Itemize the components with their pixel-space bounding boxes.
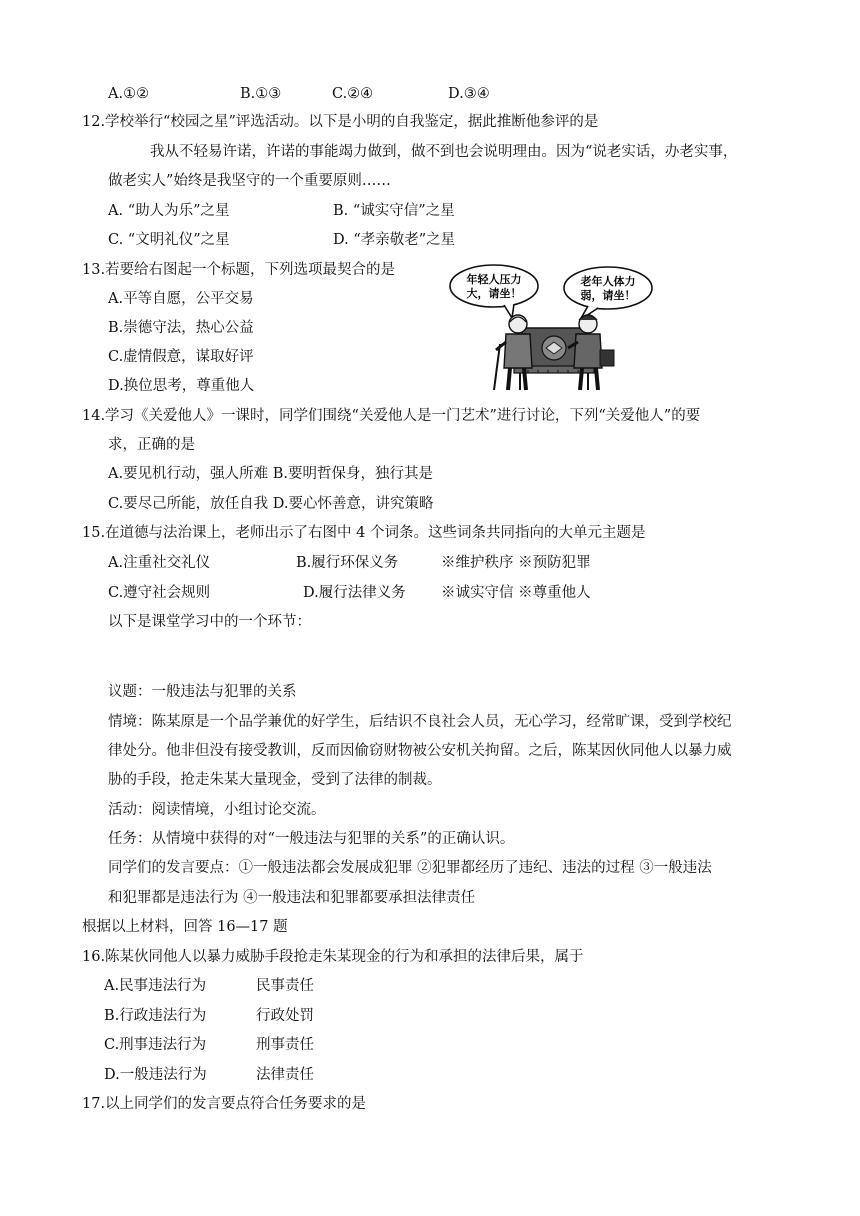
q12-option-c: C. “文明礼仪”之星 [108,232,230,248]
material-topic: 议题：一般违法与犯罪的关系 [108,684,297,700]
material-points-line1: 同学们的发言要点：①一般违法都会发展成犯罪 ②犯罪都经历了违纪、违法的过程 ③一般违法 [108,860,712,876]
q16-option-c-result: 刑事责任 [256,1037,314,1053]
q16-stem: 16.陈某伙同他人以暴力威胁手段抢走朱某现金的行为和承担的法律后果，属于 [82,949,584,965]
q15-option-a: A.注重社交礼仪 [108,555,211,571]
material-context-line3: 胁的手段，抢走朱某大量现金，受到了法律的制裁。 [108,772,442,788]
q15-stem: 15.在道德与法治课上，老师出示了右图中 4 个词条。这些词条共同指向的大单元主题是 [82,525,646,541]
q17-stem: 17.以上同学们的发言要点符合任务要求的是 [82,1096,367,1112]
q11-option-a: A.①② [108,86,150,102]
q16-option-a-act: A.民事违法行为 [104,978,207,994]
speech-bubble-left [450,265,538,318]
q16-option-b-result: 行政处罚 [256,1008,314,1024]
q16-option-c-act: C.刑事违法行为 [104,1037,207,1053]
bubble-right-line1: 老年人体力 [580,275,636,288]
q11-option-d: D.③④ [448,86,490,102]
q15-terms-row2: ※诚实守信 ※尊重他人 [441,585,591,601]
material-context-line2: 律处分。他非但没有接受教训，反而因偷窃财物被公安机关拘留。之后，陈某因伙同他人以暴力威 [108,743,732,759]
q13-option-c: C.虚情假意，谋取好评 [108,349,254,365]
q12-option-d: D. “孝亲敬老”之星 [333,232,456,248]
q11-option-b: B.①③ [240,86,282,102]
q15-option-d: D.履行法律义务 [303,585,406,601]
q16-option-d-act: D.一般违法行为 [104,1067,207,1083]
elderly-man-figure [494,315,532,390]
q14-options-row2: C.要尽己所能，放任自我 D.要心怀善意，讲究策略 [108,496,434,512]
q16-option-b-act: B.行政违法行为 [104,1008,207,1024]
q12-option-a: A. “助人为乐”之星 [108,203,230,219]
bubble-left-line2: 大，请坐！ [466,287,522,300]
q13-option-b: B.崇德守法，热心公益 [108,320,254,336]
q13-stem: 13.若要给右图起一个标题，下列选项最契合的是 [82,262,396,278]
q12-quote-line2: 做老实人”始终是我坚守的一个重要原则…… [108,173,391,189]
q15-option-c: C.遵守社会规则 [108,585,211,601]
bubble-right-line2: 弱，请坐！ [580,289,636,302]
q14-stem-line1: 14.学习《关爱他人》一课时，同学们围绕“关爱他人是一门艺术”进行讨论，下列“关爱他人”的要 [82,408,701,424]
answer-instruction: 根据以上材料，回答 16—17 题 [82,919,288,935]
q11-option-c: C.②④ [332,86,374,102]
q12-option-b: B. “诚实守信”之星 [333,203,455,219]
q15-option-b: B.履行环保义务 [296,555,399,571]
material-activity: 活动：阅读情境，小组讨论交流。 [108,802,326,818]
q12-quote-line1: 我从不轻易许诺，许诺的事能竭力做到，做不到也会说明理由。因为“说老实话，办老实事， [150,144,738,160]
material-context-line1: 情境：陈某原是一个品学兼优的好学生，后结识不良社会人员，无心学习，经常旷课，受到学校纪 [108,714,732,730]
q14-options-row1: A.要见机行动，强人所难 B.要明哲保身，独行其是 [108,466,433,482]
bench-cartoon-illustration [448,262,664,394]
q16-option-d-result: 法律责任 [256,1067,314,1083]
speech-bubble-right [564,267,652,320]
young-man-figure [568,315,614,390]
material-points-line2: 和犯罪都是违法行为 ④一般违法和犯罪都要承担法律责任 [108,890,476,906]
q13-option-d: D.换位思考，尊重他人 [108,378,255,394]
q14-stem-line2: 求，正确的是 [108,437,195,453]
material-task: 任务：从情境中获得的对“一般违法与犯罪的关系”的正确认识。 [108,831,515,847]
q13-option-a: A.平等自愿，公平交易 [108,291,254,307]
q16-option-a-result: 民事责任 [256,978,314,994]
q12-stem: 12.学校举行“校园之星”评选活动。以下是小明的自我鉴定，据此推断他参评的是 [82,114,599,130]
bubble-left-line1: 年轻人压力 [466,273,522,286]
material-intro: 以下是课堂学习中的一个环节： [108,614,311,630]
q15-terms-row1: ※维护秩序 ※预防犯罪 [441,555,591,571]
